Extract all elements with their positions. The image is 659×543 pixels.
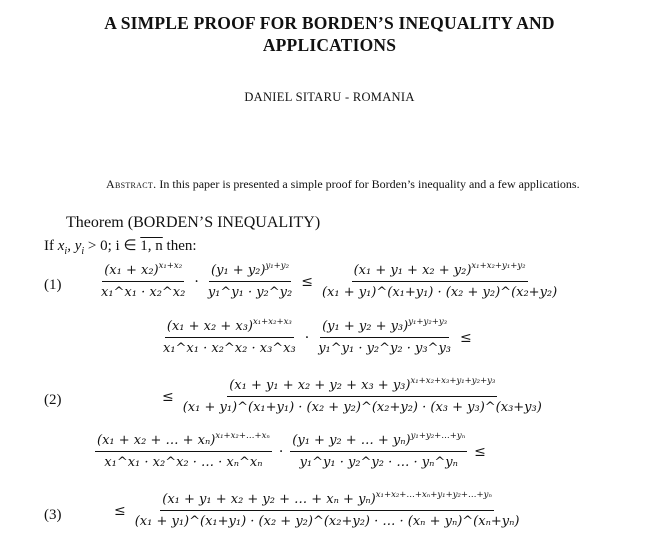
equation-number-2: (2) <box>44 392 62 408</box>
frac-b2-num: $(y_1 + y_2 + y_3)^{y_1+y_2+y_3}$ <box>320 318 449 338</box>
frac-a2-num-exponent: x₁+x₂+x₃ <box>252 317 292 327</box>
equation-2b <box>92 432 490 471</box>
frac-b1-num-exponent: y₁+y₂ <box>265 261 289 271</box>
abstract <box>106 176 586 192</box>
frac-b3-num: (y₁ + y₂ + … + yₙ)$^{y_1+y_2+\dots+y_n}$ <box>290 432 467 452</box>
frac-c3-num-exponent: x₁+x₂+…+xₙ+y₁+y₂+…+yₙ <box>375 490 492 500</box>
leq: ≤ <box>114 502 126 519</box>
frac-a1-num: $(x_1 + x_2)^{x_1+x_2}$ <box>102 262 184 282</box>
frac-b3-den: y₁^y₁ · y₂^y₂ · … · yₙ^yₙ <box>299 455 458 470</box>
frac-c1-num: $(x_1 + y_1 + x_2 + y_2)^{x_1+x_2+y_1+y_2}$ <box>352 262 528 282</box>
paper-title <box>0 12 659 56</box>
cond-x: $x_i$ <box>57 238 68 257</box>
theorem-condition <box>44 236 197 257</box>
frac-c3-den: (x₁ + y₁)^(x₁+y₁) · (x₂ + y₂)^(x₂+y₂) · … · (xₙ + yₙ)^(xₙ+yₙ) <box>134 514 520 529</box>
title-line-1: A SIMPLE PROOF FOR BORDEN’S INEQUALITY AND <box>104 13 555 33</box>
cond-y-sub: i <box>81 246 85 257</box>
theorem-heading: Theorem (BORDEN’S INEQUALITY) <box>66 214 321 231</box>
equation-3 <box>110 491 524 530</box>
frac-c1-den: (x₁ + y₁)^(x₁+y₁) · (x₂ + y₂)^(x₂+y₂) <box>321 285 558 300</box>
leq: ≤ <box>162 388 174 405</box>
leq: ≤ <box>474 443 486 460</box>
frac-c1-num-exponent: x₁+x₂+y₁+y₂ <box>471 261 526 271</box>
equation-1 <box>96 262 562 301</box>
frac-b3 <box>290 432 467 471</box>
equation-number-1: (1) <box>44 277 62 293</box>
frac-a1-den: x₁^x₁ · x₂^x₂ <box>101 285 186 300</box>
frac-a3-num-exponent: x₁+x₂+…+xₙ <box>215 431 270 441</box>
frac-c3-num: (x₁ + y₁ + x₂ + y₂ + … + xₙ + yₙ)$^{x_1+x_2+\dots+x_n+y_1+y_2+\dots+y_n}$ <box>160 491 494 511</box>
frac-b1 <box>206 262 294 301</box>
abstract-text: In this paper is presented a simple proof for Borden’s inequality and a few applications. <box>156 177 580 191</box>
frac-c3 <box>133 491 522 530</box>
frac-b2-den: y₁^y₁ · y₂^y₂ · y₃^y₃ <box>318 341 451 356</box>
equation-1b <box>158 318 476 357</box>
cond-range: 1, n <box>140 238 163 254</box>
cdot: · <box>278 443 284 460</box>
author-line: DANIEL SITARU - ROMANIA <box>244 90 415 104</box>
cond-suffix: then: <box>162 238 197 254</box>
frac-a3-num: (x₁ + x₂ + … + xₙ)$^{x_1+x_2+\dots+x_n}$ <box>95 432 272 452</box>
cond-rest: > 0; i ∈ <box>84 238 141 254</box>
frac-b1-den: y₁^y₁ · y₂^y₂ <box>207 285 293 300</box>
frac-c2-den: (x₁ + y₁)^(x₁+y₁) · (x₂ + y₂)^(x₂+y₂) · (x₃ + y₃)^(x₃+y₃) <box>182 400 542 415</box>
frac-a3-den: x₁^x₁ · x₂^x₂ · … · xₙ^xₙ <box>104 455 263 470</box>
frac-c2-num-exponent: x₁+x₂+x₃+y₁+y₂+y₃ <box>410 376 496 386</box>
frac-c2-num: $(x_1 + y_1 + x_2 + y_2 + x_3 + y_3)^{x_1+x_2+x_3+y_1+y_2+y_3}$ <box>227 377 497 397</box>
cdot: · <box>194 273 199 290</box>
frac-a1 <box>99 262 187 301</box>
cdot: · <box>304 329 310 346</box>
leq: ≤ <box>460 329 472 346</box>
frac-c1 <box>320 262 559 301</box>
frac-a2-den: x₁^x₁ · x₂^x₂ · x₃^x₃ <box>163 341 296 356</box>
frac-a3 <box>95 432 272 471</box>
frac-b3-num-exponent: y₁+y₂+…+yₙ <box>410 431 466 441</box>
frac-a2-num: $(x_1 + x_2 + x_3)^{x_1+x_2+x_3}$ <box>165 318 294 338</box>
cond-mid: , y <box>67 238 82 254</box>
frac-a1-num-exponent: x₁+x₂ <box>158 261 183 271</box>
equation-number-3: (3) <box>44 507 62 523</box>
equation-2 <box>158 377 547 416</box>
frac-b2 <box>316 318 453 357</box>
frac-a2 <box>161 318 298 357</box>
frac-b1-num: $(y_1 + y_2)^{y_1+y_2}$ <box>209 262 291 282</box>
cond-prefix: If <box>44 238 58 254</box>
title-line-2: APPLICATIONS <box>262 35 397 55</box>
leq: ≤ <box>301 273 313 290</box>
frac-b2-num-exponent: y₁+y₂+y₃ <box>408 317 448 327</box>
abstract-label: Abstract. <box>106 177 157 191</box>
frac-c2 <box>181 377 544 416</box>
